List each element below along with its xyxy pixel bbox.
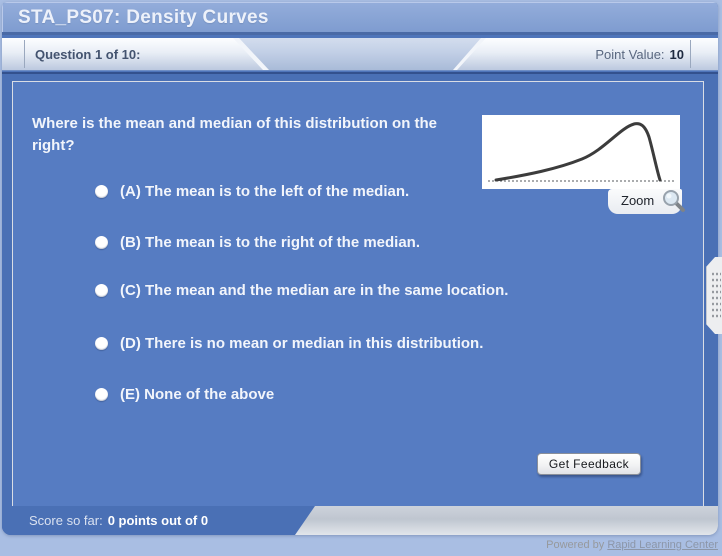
title-bar — [2, 2, 718, 35]
score-bar — [2, 506, 718, 535]
score-value: 0 points out of 0 — [107, 513, 209, 528]
score-text — [29, 506, 208, 535]
grip-dots-texture — [711, 271, 721, 320]
band-divider-left — [24, 40, 25, 68]
radio-button-c[interactable] — [95, 284, 108, 297]
density-curve-figure — [482, 115, 680, 189]
point-value-label: Point Value: — [595, 47, 665, 62]
option-label-a: (A) The mean is to the left of the median. — [120, 182, 410, 200]
radio-button-e[interactable] — [95, 388, 108, 401]
answer-option-a[interactable] — [95, 181, 409, 201]
point-value — [595, 38, 684, 71]
magnifier-icon[interactable] — [661, 188, 687, 214]
option-label-b: (B) The mean is to the right of the median. — [120, 233, 421, 251]
zoom-button-label: Zoom — [621, 193, 655, 208]
get-feedback-button[interactable]: Get Feedback — [537, 453, 641, 475]
option-label-d: (D) There is no mean or median in this distribution. — [120, 334, 484, 352]
answer-option-c[interactable] — [95, 280, 508, 300]
question-band — [2, 38, 718, 71]
answer-option-b[interactable] — [95, 232, 420, 252]
powered-by-text: Powered by — [546, 539, 605, 551]
content-panel — [12, 81, 704, 509]
question-text: Where is the mean and median of this distribution on the right? — [32, 115, 438, 154]
answer-option-e[interactable] — [95, 384, 274, 404]
score-label: Score so far: — [29, 513, 103, 528]
option-label-e: (E) None of the above — [120, 385, 275, 403]
radio-button-d[interactable] — [95, 337, 108, 350]
answer-option-d[interactable] — [95, 333, 483, 353]
quiz-window — [2, 2, 718, 535]
radio-button-b[interactable] — [95, 236, 108, 249]
band-divider-right — [690, 40, 691, 68]
question-progress: Question 1 of 10: — [35, 47, 141, 62]
density-curve-svg — [482, 115, 680, 189]
page-title: STA_PS07: Density Curves — [18, 7, 269, 28]
density-curve-path — [496, 124, 660, 180]
option-label-c: (C) The mean and the median are in the same location. — [120, 281, 509, 299]
radio-button-a[interactable] — [95, 185, 108, 198]
main-area — [2, 72, 718, 535]
point-value-number: 10 — [669, 47, 684, 62]
powered-by — [546, 539, 718, 551]
side-panel-grip[interactable] — [706, 257, 722, 334]
rapid-learning-link[interactable]: Rapid Learning Center — [607, 539, 718, 551]
